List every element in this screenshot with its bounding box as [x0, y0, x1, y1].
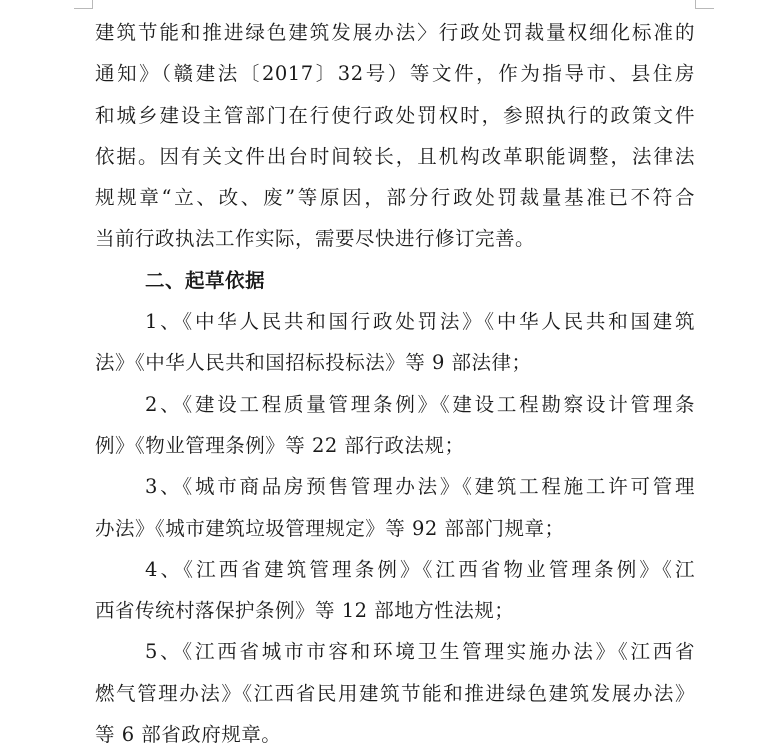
list-item-line: 法》《中华人民共和国招标投标法》等 9 部法律；: [95, 351, 532, 375]
list-item-line: 3、《城市商品房预售管理办法》《建筑工程施工许可管理: [145, 475, 695, 499]
paragraph-line: 规规章“立、改、废”等原因，部分行政处罚裁量基准已不符合: [95, 186, 695, 210]
paragraph-line: 通知》（赣建法〔2017〕32号）等文件，作为指导市、县住房: [95, 62, 695, 86]
crop-mark-top-left: [74, 0, 93, 9]
list-item-line: 5、《江西省城市市容和环境卫生管理实施办法》《江西省: [145, 640, 695, 664]
list-item-line: 4、《江西省建筑管理条例》《江西省物业管理条例》《江: [145, 557, 695, 581]
document-body: [95, 12, 695, 755]
list-item-line: 例》《物业管理条例》等 22 部行政法规；: [95, 433, 465, 457]
crop-mark-top-right: [695, 0, 714, 9]
list-item-line: 等 6 部省政府规章。: [95, 723, 282, 747]
paragraph-line: 建筑节能和推进绿色建筑发展办法〉行政处罚裁量权细化标准的: [95, 21, 695, 44]
paragraph-line: 当前行政执法工作实际，需要尽快进行修订完善。: [95, 227, 536, 251]
list-item-line: 1、《中华人民共和国行政处罚法》《中华人民共和国建筑: [145, 310, 695, 334]
section-heading: 二、起草依据: [145, 268, 266, 292]
paragraph-line: 和城乡建设主管部门在行使行政处罚权时，参照执行的政策文件: [95, 103, 695, 127]
list-item-line: 办法》《城市建筑垃圾管理规定》等 92 部部门规章；: [95, 516, 565, 540]
paragraph-line: 依据。因有关文件出台时间较长，且机构改革职能调整，法律法: [95, 144, 695, 168]
list-item-line: 燃气管理办法》《江西省民用建筑节能和推进绿色建筑发展办法》: [95, 681, 695, 705]
list-item-line: 2、《建设工程质量管理条例》《建设工程勘察设计管理条: [145, 392, 695, 416]
list-item-line: 西省传统村落保护条例》等 12 部地方性法规；: [95, 599, 515, 623]
